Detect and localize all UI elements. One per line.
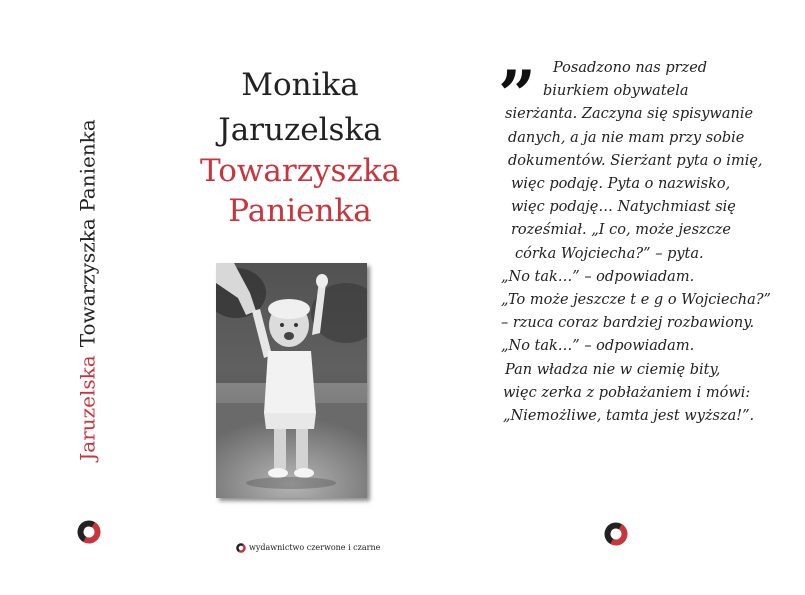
quote-line: więc podaję… Natychmiast się xyxy=(511,199,736,216)
quote-line: więc zerka z pobłażaniem i mówi: xyxy=(503,384,751,401)
book-title xyxy=(150,151,450,231)
title-line-1: Towarzyszka xyxy=(199,153,401,189)
quote-line: córka Wojciecha?” – pyta. xyxy=(515,245,704,262)
spine xyxy=(60,40,116,540)
author-last-name: Jaruzelska xyxy=(218,112,382,148)
quote-line: roześmiał. „I co, może jeszcze xyxy=(511,222,731,239)
quote-mark-icon: ” xyxy=(498,56,536,134)
quote-line: „To może jeszcze t e g o Wojciecha?” xyxy=(501,292,771,308)
front-cover xyxy=(150,0,450,595)
spine-title: Towarzyszka Panienka xyxy=(76,119,100,348)
cover-photo-illustration xyxy=(216,263,367,498)
author-first-name: Monika xyxy=(241,67,359,103)
publisher-logo-icon xyxy=(236,538,246,557)
quote-line: sierżanta. Zaczyna się spisywanie xyxy=(505,106,754,123)
spine-publisher-logo-icon xyxy=(77,520,101,544)
quote-line: Posadzono nas przed xyxy=(553,60,708,76)
quote-line: „No tak…” – odpowiadam. xyxy=(501,338,695,355)
quote-line: „Niemożliwe, tamta jest wyższa!”. xyxy=(503,408,755,424)
title-line-2: Panienka xyxy=(228,193,372,229)
author-name xyxy=(150,63,450,153)
quote-line: dokumentów. Sierżant pyta o imię, xyxy=(508,152,763,169)
publisher-name: wydawnictwo czerwone i czarne xyxy=(249,543,381,552)
quote-line: więc podaję. Pyta o nazwisko, xyxy=(511,176,731,192)
quote-line: – rzuca coraz bardziej rozbawiony. xyxy=(501,315,755,332)
quote-line: „No tak…” – odpowiadam. xyxy=(501,268,695,285)
publisher-imprint xyxy=(236,538,380,557)
spine-author: Jaruzelska xyxy=(76,355,100,461)
cover-photo xyxy=(216,263,367,498)
spine-text xyxy=(76,119,100,460)
quote-line: danych, a ja nie mam przy sobie xyxy=(508,129,745,146)
quote-line: Pan władza nie w ciemię bity, xyxy=(505,361,721,378)
back-publisher-logo-icon xyxy=(604,522,628,546)
quote-line: biurkiem obywatela xyxy=(543,83,689,100)
